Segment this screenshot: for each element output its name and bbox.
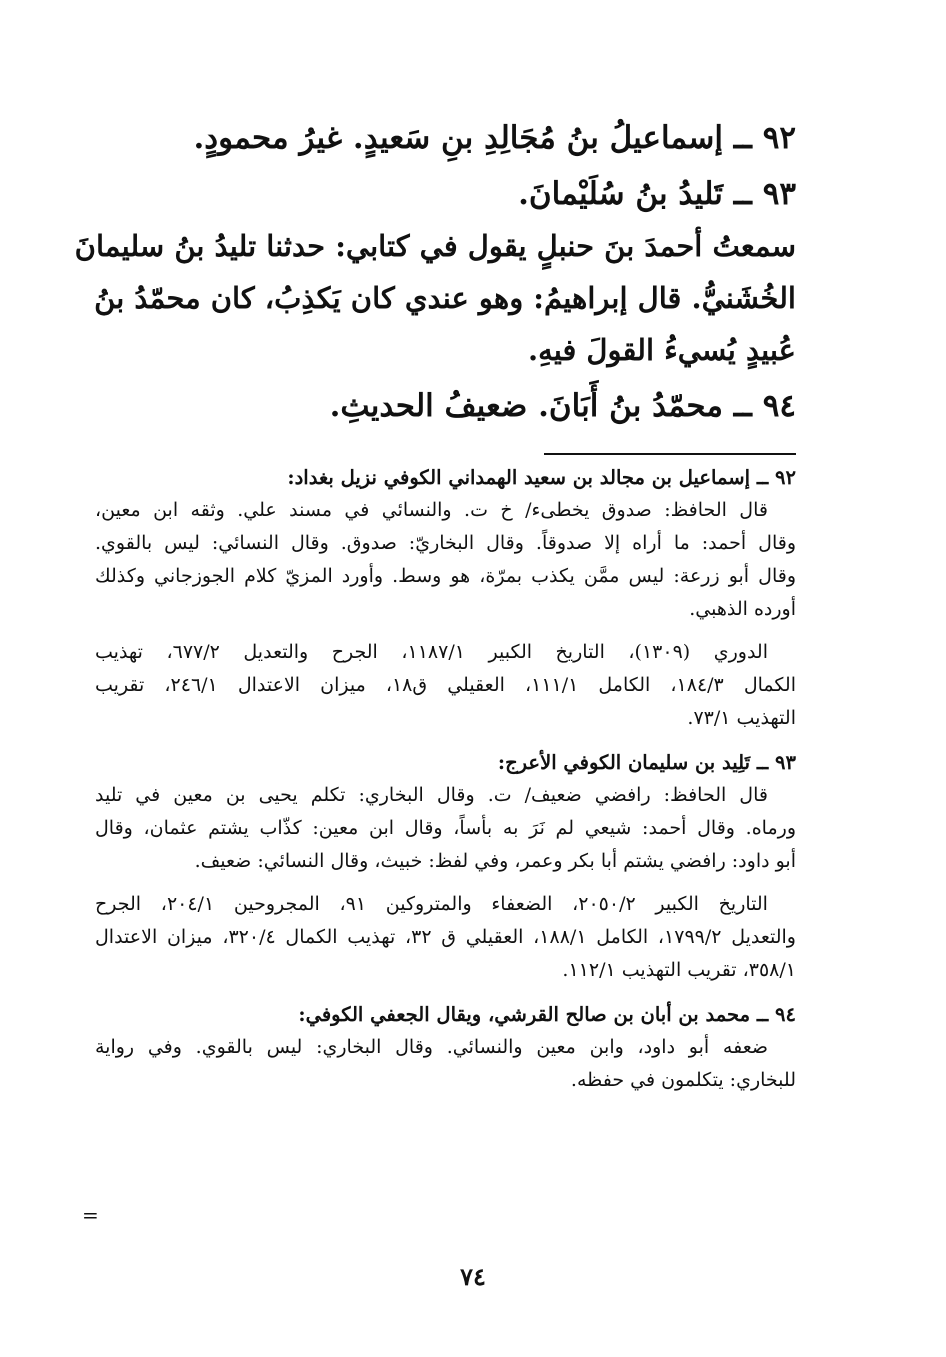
entry-92-heading: ٩٢ ــ إسماعيلُ بنُ مُجَالِدِ بنِ سَعيدٍ. غيرُ محمودٍ. bbox=[193, 120, 796, 156]
entry-93-line: عُبيدٍ يُسيءُ القولَ فيهِ. bbox=[528, 333, 796, 367]
entry-93-line: سمعتُ أحمدَ بنَ حنبلٍ يقول في كتابي: حدثنا تليدُ بنُ سليمانَ bbox=[74, 229, 796, 263]
footnotes bbox=[95, 462, 796, 1109]
footnote-93 bbox=[95, 747, 796, 987]
footnote-heading: ٩٤ ــ محمد بن أبان بن صالح القرشي، ويقال الجعفي الكوفي: bbox=[298, 1003, 796, 1026]
entry-93-text bbox=[74, 220, 796, 376]
reference-line: التهذيب ٧٣/١. bbox=[687, 707, 796, 729]
footnote-text bbox=[95, 779, 796, 878]
footnote-line: أورده الذهبي. bbox=[689, 598, 796, 620]
entry-93-heading: ٩٣ ــ تَليدُ بنُ سُلَيْمانَ. bbox=[518, 176, 796, 212]
footnote-94 bbox=[95, 999, 796, 1097]
footnote-line: ورماه. وقال أحمد: شيعي لم نَرَ به بأساً، وقال ابن معين: كذّاب يشتم عثمان، وقال bbox=[95, 817, 796, 839]
footnote-divider bbox=[544, 453, 796, 455]
entry-94-heading: ٩٤ ــ محمّدُ بنُ أَبَانَ. ضعيفُ الحديثِ. bbox=[329, 388, 796, 424]
footnote-heading: ٩٣ ــ تَلِيد بن سليمان الكوفي الأعرج: bbox=[497, 751, 796, 774]
reference-line: والتعديل ١٧٩٩/٢، الكامل ١٨٨/١، العقيلي ق ٣٢، تهذيب الكمال ٣٢٠/٤، ميزان الاعتدال bbox=[95, 926, 796, 948]
reference-line: التاريخ الكبير ٢٠٥٠/٢، الضعفاء والمتروكين ٩١، المجروحين ٢٠٤/١، الجرح bbox=[95, 893, 768, 915]
reference-line: ٣٥٨/١، تقريب التهذيب ١١٢/١. bbox=[562, 959, 796, 981]
footnote-92 bbox=[95, 462, 796, 735]
footnote-line: للبخاري: يتكلمون في حفظه. bbox=[570, 1069, 796, 1091]
main-text bbox=[74, 112, 796, 432]
footnote-heading: ٩٢ ــ إسماعيل بن مجالد بن سعيد الهمداني الكوفي نزيل بغداد: bbox=[287, 466, 796, 489]
entry-93-line: الخُشَنيُّ. قال إبراهيمُ: وهو عندي كان يَكذِبُ، كان محمّدُ بنُ bbox=[94, 281, 796, 315]
footnote-line: قال الحافظ: صدوق يخطىء/ خ ت. والنسائي في مسند علي. وثقه ابن معين، bbox=[95, 499, 768, 521]
footnote-references bbox=[95, 888, 796, 987]
reference-line: الدوري (١٣٠٩)، التاريخ الكبير ١١٨٧/١، الجرح والتعديل ٦٧٧/٢، تهذيب bbox=[95, 641, 768, 663]
footnote-references bbox=[95, 636, 796, 735]
page-number: ٧٤ bbox=[460, 1262, 486, 1291]
footnote-line: وقال أحمد: ما أراه إلا صدوقاً. وقال البخاريّ: صدوق. وقال النسائي: ليس بالقوي. bbox=[95, 532, 796, 554]
footnote-line: قال الحافظ: رافضي ضعيف/ ت. وقال البخاري: تكلم يحيى بن معين في تليد bbox=[95, 784, 768, 806]
footnote-line: أبو داود: رافضي يشتم أبا بكر وعمر، وفي لفظ: خبيث، وقال النسائي: ضعيف. bbox=[194, 850, 796, 872]
footnote-text bbox=[95, 1031, 796, 1097]
reference-line: الكمال ١٨٤/٣، الكامل ١١١/١، العقيلي ق١٨، ميزان الاعتدال ٢٤٦/١، تقريب bbox=[95, 674, 796, 696]
continuation-mark: = bbox=[82, 1203, 99, 1227]
footnote-line: وقال أبو زرعة: ليس ممَّن يكذب بمرّة، هو وسط. وأورد المزيّ كلام الجوزجاني وكذلك bbox=[95, 565, 796, 587]
footnote-line: ضعفه أبو داود، وابن معين والنسائي. وقال البخاري: ليس بالقوي. وفي رواية bbox=[95, 1036, 768, 1058]
footnote-text bbox=[95, 494, 796, 626]
